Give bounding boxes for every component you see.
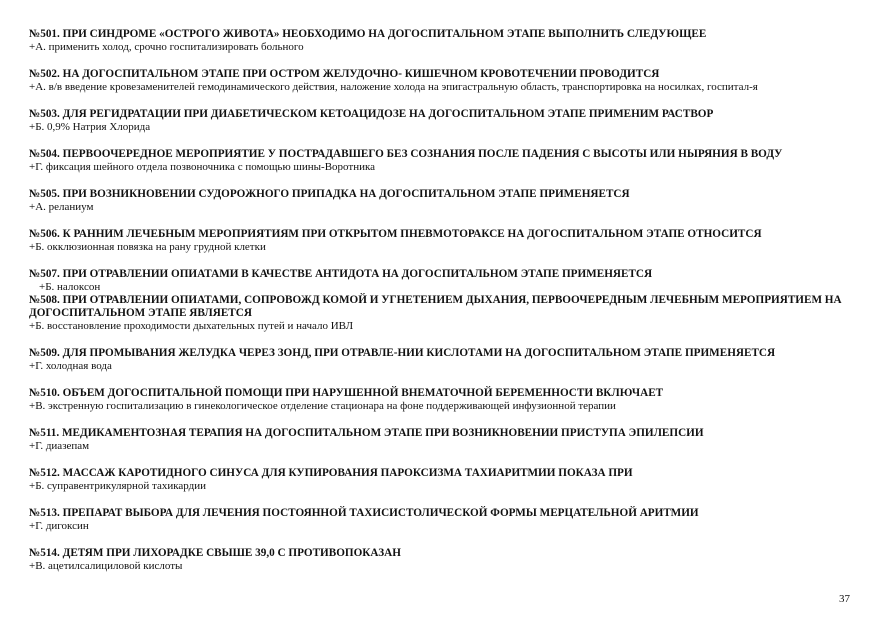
question-text: №507. ПРИ ОТРАВЛЕНИИ ОПИАТАМИ В КАЧЕСТВЕ АНТИДОТА НА ДОГОСПИТАЛЬНОМ ЭТАПЕ ПРИМЕНЯЕТСЯ (29, 268, 653, 280)
answer-text: +Б. налоксон (39, 281, 101, 293)
question-text: №502. НА ДОГОСПИТАЛЬНОМ ЭТАПЕ ПРИ ОСТРОМ ЖЕЛУДОЧНО- КИШЕЧНОМ КРОВОТЕЧЕНИИ ПРОВОДИТСЯ (29, 68, 660, 80)
spacer (29, 373, 857, 387)
question-text: №503. ДЛЯ РЕГИДРАТАЦИИ ПРИ ДИАБЕТИЧЕСКОМ КЕТОАЦИДОЗЕ НА ДОГОСПИТАЛЬНОМ ЭТАПЕ ПРИМЕНИМ РАСТВОР (29, 108, 714, 120)
answer-text: +Г. дигоксин (29, 520, 89, 532)
answer-text: +В. ацетилсалициловой кислоты (29, 560, 183, 572)
spacer (29, 333, 857, 347)
question-text: №504. ПЕРВООЧЕРЕДНОЕ МЕРОПРИЯТИЕ У ПОСТРАДАВШЕГО БЕЗ СОЗНАНИЯ ПОСЛЕ ПАДЕНИЯ С ВЫСОТЫ ИЛИ НЫРЯНИЯ В ВОДУ (29, 148, 783, 160)
question-512 (29, 467, 857, 493)
answer-text: +Г. фиксация шейного отдела позвоночника с помощью шины-Воротника (29, 161, 376, 173)
question-502 (29, 68, 857, 94)
question-508 (29, 294, 857, 333)
question-511 (29, 427, 857, 453)
spacer (29, 94, 857, 108)
spacer (29, 174, 857, 188)
spacer (29, 54, 857, 68)
answer-text: +Г. диазепам (29, 440, 90, 452)
question-text: №512. МАССАЖ КАРОТИДНОГО СИНУСА ДЛЯ КУПИРОВАНИЯ ПАРОКСИЗМА ТАХИАРИТМИИ ПОКАЗА ПРИ (29, 467, 633, 479)
question-text: №514. ДЕТЯМ ПРИ ЛИХОРАДКЕ СВЫШЕ 39,0 С ПРОТИВОПОКАЗАН (29, 547, 401, 559)
question-514 (29, 547, 857, 573)
spacer (29, 533, 857, 547)
answer-text: +В. экстренную госпитализацию в гинекологическое отделение стационара на фоне поддерживающей инфузионной терапии (29, 400, 616, 412)
page-number: 37 (839, 593, 850, 605)
question-510 (29, 387, 857, 413)
spacer (29, 254, 857, 268)
question-text: №508. ПРИ ОТРАВЛЕНИИ ОПИАТАМИ, СОПРОВОЖД КОМОЙ И УГНЕТЕНИЕМ ДЫХАНИЯ, ПЕРВООЧЕРЕДНЫМ ЛЕЧЕБНЫМ МЕРОПРИЯТИЕМ НА ДОГОСПИТАЛЬНОМ ЭТАПЕ ЯВЛЯЕТСЯ (29, 294, 842, 319)
question-text: №511. МЕДИКАМЕНТОЗНАЯ ТЕРАПИЯ НА ДОГОСПИТАЛЬНОМ ЭТАПЕ ПРИ ВОЗНИКНОВЕНИИ ПРИСТУПА ЭПИЛЕПСИИ (29, 427, 704, 439)
document-page (29, 28, 857, 573)
answer-text: +Б. окклюзионная повязка на рану грудной клетки (29, 241, 266, 253)
question-504 (29, 148, 857, 174)
question-506 (29, 228, 857, 254)
answer-text: +А. применить холод, срочно госпитализировать больного (29, 41, 304, 53)
spacer (29, 413, 857, 427)
answer-text: +А. реланиум (29, 201, 94, 213)
question-509 (29, 347, 857, 373)
question-507 (29, 268, 857, 294)
spacer (29, 453, 857, 467)
spacer (29, 214, 857, 228)
spacer (29, 493, 857, 507)
question-text: №513. ПРЕПАРАТ ВЫБОРА ДЛЯ ЛЕЧЕНИЯ ПОСТОЯННОЙ ТАХИСИСТОЛИЧЕСКОЙ ФОРМЫ МЕРЦАТЕЛЬНОЙ АРИТМИИ (29, 507, 699, 519)
question-505 (29, 188, 857, 214)
question-text: №501. ПРИ СИНДРОМЕ «ОСТРОГО ЖИВОТА» НЕОБХОДИМО НА ДОГОСПИТАЛЬНОМ ЭТАПЕ ВЫПОЛНИТЬ СЛЕДУЮЩЕЕ (29, 28, 707, 40)
answer-text: +А. в/в введение кровезаменителей гемодинамического действия, наложение холода на эпигастральную область, транспортировка на носилках, госпитал-я (29, 81, 758, 93)
question-text: №505. ПРИ ВОЗНИКНОВЕНИИ СУДОРОЖНОГО ПРИПАДКА НА ДОГОСПИТАЛЬНОМ ЭТАПЕ ПРИМЕНЯЕТСЯ (29, 188, 630, 200)
question-513 (29, 507, 857, 533)
answer-text: +Б. 0,9% Натрия Хлорида (29, 121, 151, 133)
question-text: №506. К РАННИМ ЛЕЧЕБНЫМ МЕРОПРИЯТИЯМ ПРИ ОТКРЫТОМ ПНЕВМОТОРАКСЕ НА ДОГОСПИТАЛЬНОМ ЭТАПЕ ОТНОСИТСЯ (29, 228, 762, 240)
answer-text: +Б. суправентрикулярной тахикардии (29, 480, 207, 492)
spacer (29, 134, 857, 148)
answer-text: +Г. холодная вода (29, 360, 112, 372)
question-text: №510. ОБЪЕМ ДОГОСПИТАЛЬНОЙ ПОМОЩИ ПРИ НАРУШЕННОЙ ВНЕМАТОЧНОЙ БЕРЕМЕННОСТИ ВКЛЮЧАЕТ (29, 387, 664, 399)
question-text: №509. ДЛЯ ПРОМЫВАНИЯ ЖЕЛУДКА ЧЕРЕЗ ЗОНД, ПРИ ОТРАВЛЕ-НИИ КИСЛОТАМИ НА ДОГОСПИТАЛЬНОМ ЭТАПЕ ПРИМЕНЯЕТСЯ (29, 347, 776, 359)
answer-text: +Б. восстановление проходимости дыхательных путей и начало ИВЛ (29, 320, 354, 332)
question-503 (29, 108, 857, 134)
question-501 (29, 28, 857, 54)
